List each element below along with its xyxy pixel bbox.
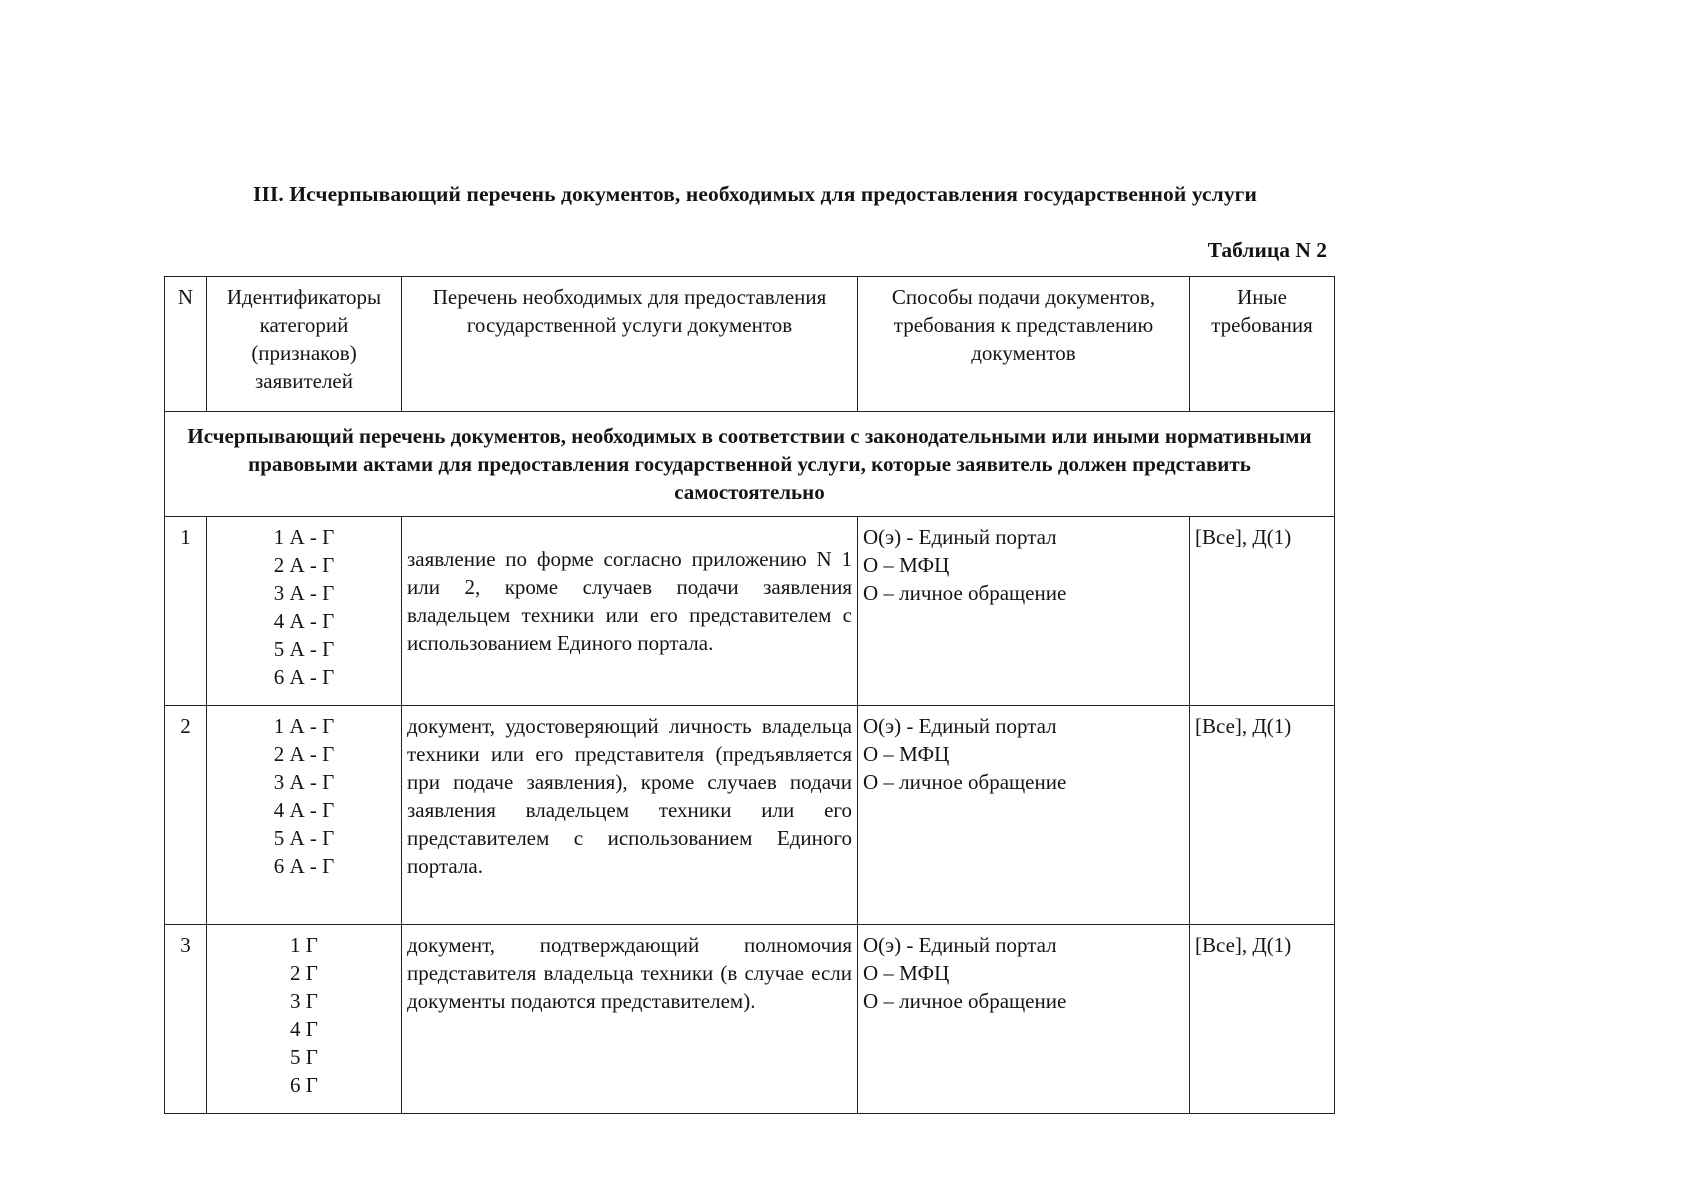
submission-method: О – МФЦ xyxy=(863,553,950,577)
row-number: 2 xyxy=(165,706,207,925)
applicant-id: 5 Г xyxy=(290,1045,318,1069)
row-number: 3 xyxy=(165,925,207,1114)
applicant-id: 1 А - Г xyxy=(273,714,335,738)
row-number: 1 xyxy=(165,517,207,706)
submission-methods-cell xyxy=(858,706,1190,925)
applicant-id: 4 А - Г xyxy=(273,609,335,633)
applicant-id: 3 А - Г xyxy=(273,581,335,605)
section-heading: Исчерпывающий перечень документов, необходимых в соответствии с законодательными или иными нормативными правовыми актами для предоставления государственной услуги, которые заявитель должен представить самостоятельно xyxy=(165,412,1335,517)
applicant-id: 3 А - Г xyxy=(273,770,335,794)
applicant-ids-cell xyxy=(207,706,402,925)
header-applicant-ids: Идентификаторы категорий (признаков) заявителей xyxy=(207,277,402,412)
page-title: III. Исчерпывающий перечень документов, необходимых для предоставления государственной услуги xyxy=(252,182,1258,206)
submission-method: О – личное обращение xyxy=(863,989,1067,1013)
table-row xyxy=(165,925,1335,1114)
applicant-id: 5 А - Г xyxy=(273,637,335,661)
applicant-id: 3 Г xyxy=(290,989,318,1013)
submission-methods-cell xyxy=(858,925,1190,1114)
header-other-requirements: Иные требования xyxy=(1190,277,1335,412)
submission-method: О – МФЦ xyxy=(863,742,950,766)
applicant-id: 6 А - Г xyxy=(273,665,335,689)
applicant-id: 1 Г xyxy=(290,933,318,957)
applicant-id: 2 А - Г xyxy=(273,553,335,577)
submission-method: О – МФЦ xyxy=(863,961,950,985)
submission-method: О – личное обращение xyxy=(863,770,1067,794)
submission-methods-cell xyxy=(858,517,1190,706)
table-row xyxy=(165,517,1335,706)
applicant-id: 6 А - Г xyxy=(273,854,335,878)
table-row xyxy=(165,706,1335,925)
submission-method: О(э) - Единый портал xyxy=(863,714,1057,738)
other-requirements-cell: [Все], Д(1) xyxy=(1190,925,1335,1114)
header-documents-list: Перечень необходимых для предоставления государственной услуги документов xyxy=(402,277,858,412)
applicant-id: 2 Г xyxy=(290,961,318,985)
applicant-id: 5 А - Г xyxy=(273,826,335,850)
documents-table xyxy=(164,276,1335,1114)
other-requirements-cell: [Все], Д(1) xyxy=(1190,517,1335,706)
section-heading-row xyxy=(165,412,1335,517)
table-label: Таблица N 2 xyxy=(1207,238,1327,262)
applicant-id: 4 А - Г xyxy=(273,798,335,822)
header-submission-methods: Способы подачи документов, требования к представлению документов xyxy=(858,277,1190,412)
applicant-id: 1 А - Г xyxy=(273,525,335,549)
submission-method: О(э) - Единый портал xyxy=(863,933,1057,957)
applicant-ids-cell xyxy=(207,517,402,706)
table-header-row xyxy=(165,277,1335,412)
header-number: N xyxy=(165,277,207,412)
document-description: заявление по форме согласно приложению N 1 или 2, кроме случаев подачи заявления владельцем техники или его представителем с использованием Единого портала. xyxy=(407,547,852,655)
document-description-cell xyxy=(402,517,858,706)
submission-method: О(э) - Единый портал xyxy=(863,525,1057,549)
document-description-cell: документ, удостоверяющий личность владельца техники или его представителя (предъявляется при подаче заявления), кроме случаев подачи заявления владельцем техники или его представителем с использованием Единого портала. xyxy=(402,706,858,925)
submission-method: О – личное обращение xyxy=(863,581,1067,605)
other-requirements-cell: [Все], Д(1) xyxy=(1190,706,1335,925)
document-description-cell: документ, подтверждающий полномочия представителя владельца техники (в случае если документы подаются представителем). xyxy=(402,925,858,1114)
applicant-ids-cell xyxy=(207,925,402,1114)
applicant-id: 4 Г xyxy=(290,1017,318,1041)
applicant-id: 2 А - Г xyxy=(273,742,335,766)
applicant-id: 6 Г xyxy=(290,1073,318,1097)
